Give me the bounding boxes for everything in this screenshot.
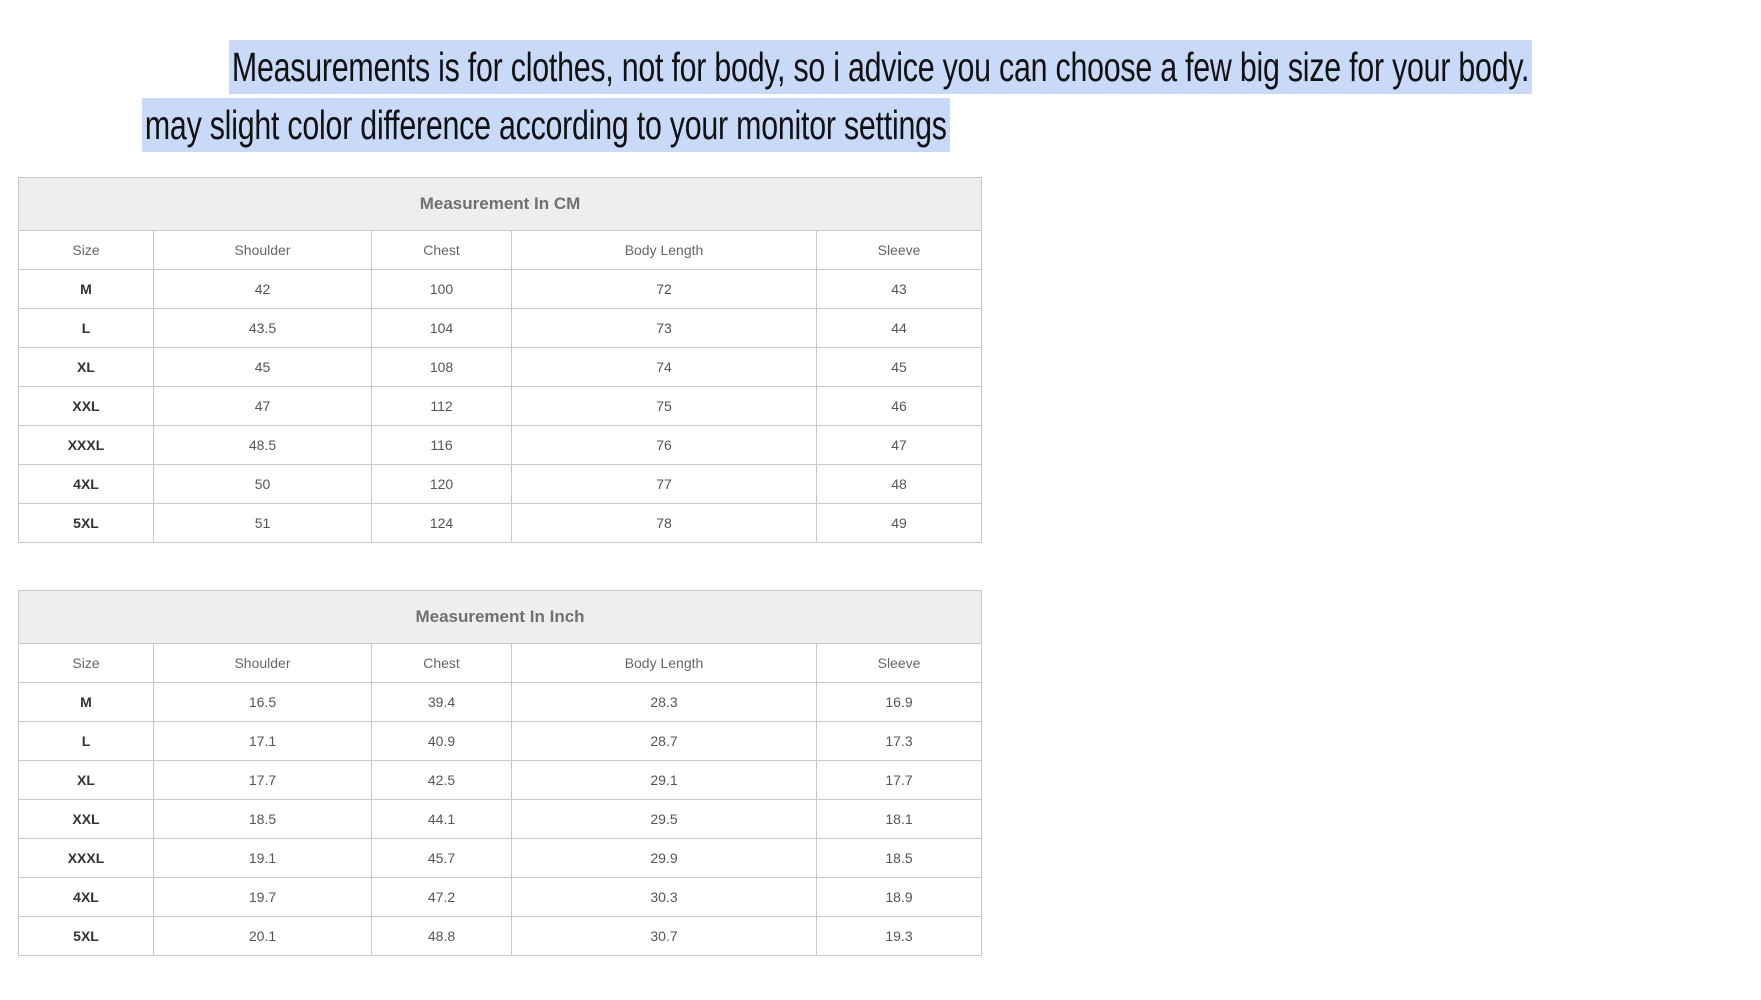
column-header-size: Size — [19, 644, 154, 683]
cell-chest: 124 — [372, 504, 512, 543]
cell-chest: 40.9 — [372, 722, 512, 761]
cell-chest: 48.8 — [372, 917, 512, 956]
notice-line-2 — [0, 98, 1000, 152]
cell-body-length: 74 — [512, 348, 817, 387]
cell-body-length: 77 — [512, 465, 817, 504]
table-body — [19, 644, 982, 956]
column-header-body-length: Body Length — [512, 644, 817, 683]
cell-sleeve: 48 — [817, 465, 982, 504]
column-header-chest: Chest — [372, 231, 512, 270]
cell-sleeve: 17.7 — [817, 761, 982, 800]
table-row — [19, 800, 982, 839]
cell-shoulder: 51 — [154, 504, 372, 543]
cell-size: 4XL — [19, 878, 154, 917]
table-header-row — [19, 644, 982, 683]
table-row — [19, 309, 982, 348]
cell-size: XXL — [19, 800, 154, 839]
cell-sleeve: 45 — [817, 348, 982, 387]
column-header-sleeve: Sleeve — [817, 231, 982, 270]
cell-body-length: 28.3 — [512, 683, 817, 722]
table-row — [19, 270, 982, 309]
cell-shoulder: 18.5 — [154, 800, 372, 839]
cell-shoulder: 45 — [154, 348, 372, 387]
column-header-sleeve: Sleeve — [817, 644, 982, 683]
cell-sleeve: 44 — [817, 309, 982, 348]
cell-chest: 120 — [372, 465, 512, 504]
cell-sleeve: 19.3 — [817, 917, 982, 956]
cell-chest: 42.5 — [372, 761, 512, 800]
notice-text-1: Measurements is for clothes, not for body, so i advice you can choose a few big size for your body. — [229, 40, 1532, 94]
cell-size: XXXL — [19, 426, 154, 465]
column-header-size: Size — [19, 231, 154, 270]
size-table-inch — [18, 590, 982, 956]
cell-shoulder: 16.5 — [154, 683, 372, 722]
cell-body-length: 73 — [512, 309, 817, 348]
cell-size: 5XL — [19, 917, 154, 956]
table-row — [19, 426, 982, 465]
cell-chest: 47.2 — [372, 878, 512, 917]
table-row — [19, 465, 982, 504]
table-row — [19, 504, 982, 543]
cell-body-length: 28.7 — [512, 722, 817, 761]
table-row — [19, 839, 982, 878]
table-row — [19, 387, 982, 426]
table-row — [19, 348, 982, 387]
cell-shoulder: 19.7 — [154, 878, 372, 917]
cell-size: XXL — [19, 387, 154, 426]
cell-size: XL — [19, 348, 154, 387]
cell-size: 4XL — [19, 465, 154, 504]
cell-shoulder: 47 — [154, 387, 372, 426]
cell-size: 5XL — [19, 504, 154, 543]
cell-body-length: 72 — [512, 270, 817, 309]
cell-shoulder: 42 — [154, 270, 372, 309]
table-body — [19, 231, 982, 543]
cell-chest: 100 — [372, 270, 512, 309]
notice-line-1 — [0, 40, 1530, 94]
column-header-shoulder: Shoulder — [154, 644, 372, 683]
cell-body-length: 29.5 — [512, 800, 817, 839]
table-row — [19, 683, 982, 722]
cell-body-length: 75 — [512, 387, 817, 426]
column-header-chest: Chest — [372, 644, 512, 683]
cell-body-length: 29.9 — [512, 839, 817, 878]
cell-size: L — [19, 309, 154, 348]
cell-body-length: 30.7 — [512, 917, 817, 956]
cell-chest: 44.1 — [372, 800, 512, 839]
cell-sleeve: 18.1 — [817, 800, 982, 839]
cell-chest: 108 — [372, 348, 512, 387]
cell-sleeve: 43 — [817, 270, 982, 309]
column-header-body-length: Body Length — [512, 231, 817, 270]
cell-shoulder: 50 — [154, 465, 372, 504]
cell-chest: 116 — [372, 426, 512, 465]
table-header-row — [19, 231, 982, 270]
cell-sleeve: 17.3 — [817, 722, 982, 761]
cell-sleeve: 18.5 — [817, 839, 982, 878]
table-row — [19, 761, 982, 800]
cell-shoulder: 20.1 — [154, 917, 372, 956]
cell-sleeve: 46 — [817, 387, 982, 426]
cell-chest: 45.7 — [372, 839, 512, 878]
cell-body-length: 29.1 — [512, 761, 817, 800]
table-caption: Measurement In CM — [19, 178, 982, 231]
cell-chest: 104 — [372, 309, 512, 348]
table-row — [19, 722, 982, 761]
cell-sleeve: 47 — [817, 426, 982, 465]
cell-sleeve: 18.9 — [817, 878, 982, 917]
cell-size: XXXL — [19, 839, 154, 878]
cell-sleeve: 16.9 — [817, 683, 982, 722]
cell-sleeve: 49 — [817, 504, 982, 543]
cell-chest: 112 — [372, 387, 512, 426]
cell-size: XL — [19, 761, 154, 800]
cell-shoulder: 43.5 — [154, 309, 372, 348]
cell-shoulder: 17.1 — [154, 722, 372, 761]
cell-size: M — [19, 270, 154, 309]
cell-chest: 39.4 — [372, 683, 512, 722]
cell-size: M — [19, 683, 154, 722]
cell-shoulder: 48.5 — [154, 426, 372, 465]
table-row — [19, 878, 982, 917]
notice-text-2: may slight color difference according to your monitor settings — [142, 98, 950, 152]
column-header-shoulder: Shoulder — [154, 231, 372, 270]
cell-shoulder: 19.1 — [154, 839, 372, 878]
cell-shoulder: 17.7 — [154, 761, 372, 800]
cell-body-length: 76 — [512, 426, 817, 465]
table-caption: Measurement In Inch — [19, 591, 982, 644]
table-row — [19, 917, 982, 956]
cell-size: L — [19, 722, 154, 761]
size-table-cm — [18, 177, 982, 543]
cell-body-length: 78 — [512, 504, 817, 543]
cell-body-length: 30.3 — [512, 878, 817, 917]
